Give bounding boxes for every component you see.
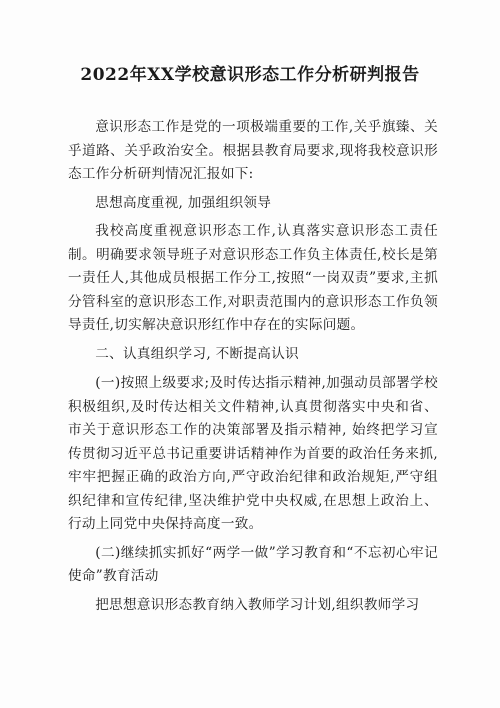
section-1-paragraph: 我校高度重视意识形态工作,认真落实意识形态工责任制。明确要求领导班子对意识形态工作负主体责任,校长是第一责任人,其他成员根据工作分工,按照“一岗双责”要求,主抓分管科室的意识形态工作,对职责范围内的意识形态工作负领导责任,切实解决意识形红作中存在的实际问题。 bbox=[68, 223, 438, 333]
intro-paragraph: 意识形态工作是党的一项极端重要的工作,关乎旗臻、关乎道路、关乎政治安全。根据县教育局要求,现将我校意识形态工作分析研判情况汇报如下: bbox=[68, 119, 438, 182]
subsection-1-paragraph: (一)按照上级要求;及时传达指示精神,加强动员部署学校积极组织,及时传达相关文件精神,认真贯彻落实中央和省、市关于意识形态工作的决策部署及指示精神, 始终把学习宣传贯彻习近平总书记重要讲话精神作为首要的政治任务来抓,牢牢把握正确的政治方向,严守政治纪律和政治规矩,严守组织纪律和宣传纪律,坚决维护党中央权威,在思想上政治上、行动上同党中央保持高度一致。 bbox=[68, 375, 438, 532]
subsection-2-paragraph: 把思想意识形态教育纳入教师学习计划,组织教师学习 bbox=[95, 596, 420, 613]
section-heading-1: 思想高度重视, 加强组织领导 bbox=[95, 194, 272, 211]
document-body bbox=[68, 116, 438, 622]
subsection-2-heading: (二)继续抓实抓好“两学一做”学习教育和“不忘初心牢记使命”教育活动 bbox=[68, 544, 438, 584]
document-title: 2022年XX学校意识形态工作分析研判报告 bbox=[80, 65, 420, 85]
section-heading-2: 二、认真组织学习, 不断提高认识 bbox=[95, 345, 299, 362]
